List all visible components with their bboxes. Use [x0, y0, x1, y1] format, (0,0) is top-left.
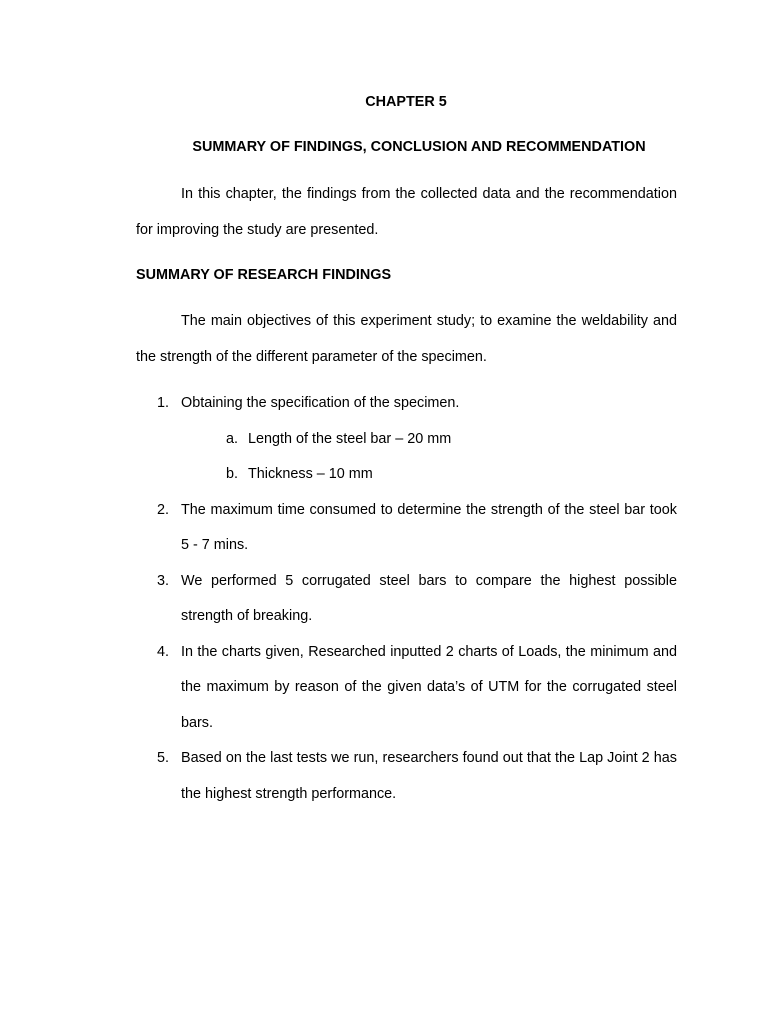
finding-sublist — [181, 422, 677, 493]
finding-number: 2. — [157, 501, 170, 518]
sub-item — [181, 422, 677, 458]
sub-item-letter: a. — [226, 430, 239, 447]
finding-item — [136, 741, 677, 812]
sub-item-text: Length of the steel bar – 20 mm — [248, 430, 452, 447]
finding-text: Obtaining the specification of the specimen. — [181, 395, 460, 411]
finding-number: 5. — [157, 750, 170, 766]
finding-number: 4. — [157, 643, 170, 660]
finding-item — [136, 386, 677, 493]
intro-paragraph: In this chapter, the findings from the collected data and the recommendation for improving the study are presented. — [136, 186, 677, 238]
finding-number: 3. — [157, 572, 170, 589]
finding-item — [136, 493, 677, 564]
finding-text: The maximum time consumed to determine the strength of the steel bar took 5 - 7 mins. — [181, 501, 677, 553]
section-heading: SUMMARY OF RESEARCH FINDINGS — [136, 267, 392, 283]
objective-paragraph: The main objectives of this experiment study; to examine the weldability and the strength of the different parameter of the specimen. — [136, 313, 677, 365]
finding-item — [136, 564, 677, 635]
finding-text: Based on the last tests we run, researchers found out that the Lap Joint 2 has the highest strength performance. — [181, 750, 677, 802]
findings-list — [136, 386, 677, 812]
sub-item-text: Thickness – 10 mm — [248, 466, 373, 482]
sub-item — [181, 457, 677, 493]
finding-item — [136, 635, 677, 742]
chapter-heading: CHAPTER 5 — [365, 94, 447, 110]
finding-number: 1. — [157, 395, 170, 411]
finding-text: We performed 5 corrugated steel bars to compare the highest possible strength of breaking. — [181, 572, 677, 624]
sub-item-letter: b. — [226, 466, 239, 482]
finding-text: In the charts given, Researched inputted 2 charts of Loads, the minimum and the maximum by reason of the given data’s of UTM for the corrugated steel bars. — [181, 643, 677, 731]
chapter-title: SUMMARY OF FINDINGS, CONCLUSION AND RECOMMENDATION — [192, 139, 646, 155]
